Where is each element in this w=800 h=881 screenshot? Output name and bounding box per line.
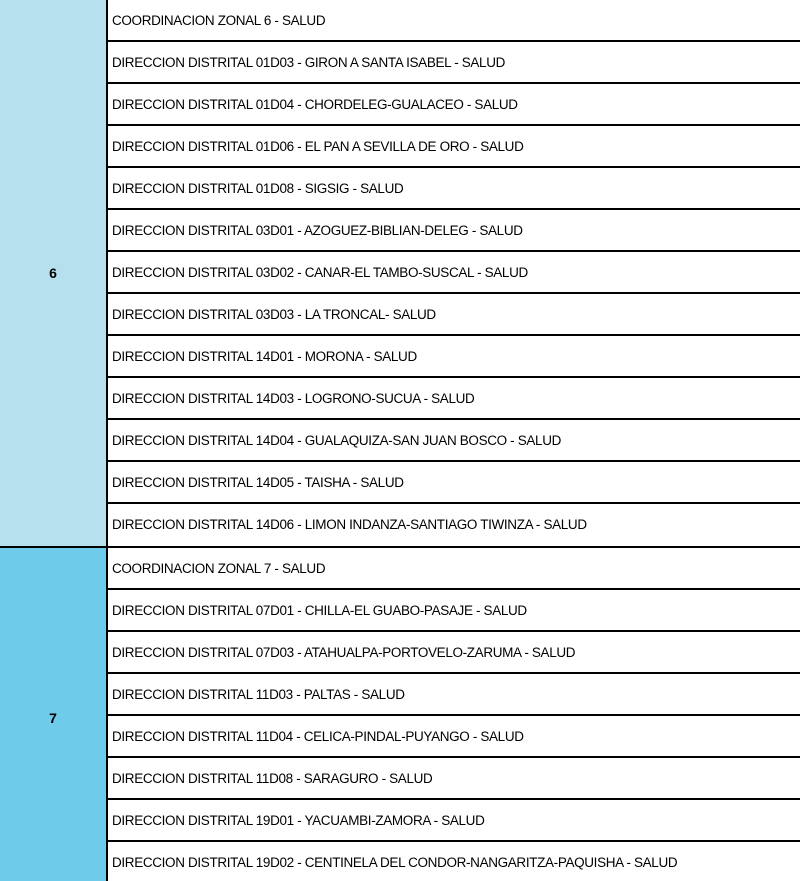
table-row[interactable]: DIRECCION DISTRITAL 07D01 - CHILLA-EL GUABO-PASAJE - SALUD xyxy=(108,590,800,632)
zone-7-group xyxy=(0,548,800,881)
table-row[interactable]: DIRECCION DISTRITAL 03D01 - AZOGUEZ-BIBLIAN-DELEG - SALUD xyxy=(108,210,800,252)
table-row[interactable]: DIRECCION DISTRITAL 11D08 - SARAGURO - SALUD xyxy=(108,758,800,800)
table-row[interactable]: DIRECCION DISTRITAL 03D03 - LA TRONCAL- SALUD xyxy=(108,294,800,336)
table-row[interactable]: DIRECCION DISTRITAL 14D01 - MORONA - SALUD xyxy=(108,336,800,378)
table-row[interactable]: DIRECCION DISTRITAL 01D04 - CHORDELEG-GUALACEO - SALUD xyxy=(108,84,800,126)
table-row[interactable]: DIRECCION DISTRITAL 14D06 - LIMON INDANZA-SANTIAGO TIWINZA - SALUD xyxy=(112,517,587,532)
zone-6-number-cell[interactable]: 6 xyxy=(0,0,106,546)
table-row[interactable]: DIRECCION DISTRITAL 01D08 - SIGSIG - SALUD xyxy=(108,168,800,210)
zone-6-rows xyxy=(108,0,800,545)
table-row[interactable]: DIRECCION DISTRITAL 01D03 - GIRON A SANTA ISABEL - SALUD xyxy=(108,42,800,84)
table-row-coordinacion-zonal-6[interactable]: COORDINACION ZONAL 6 - SALUD xyxy=(108,0,800,42)
table-row[interactable]: DIRECCION DISTRITAL 03D02 - CANAR-EL TAMBO-SUSCAL - SALUD xyxy=(108,252,800,294)
table-row[interactable]: DIRECCION DISTRITAL 01D06 - EL PAN A SEVILLA DE ORO - SALUD xyxy=(108,126,800,168)
table-row[interactable]: DIRECCION DISTRITAL 14D05 - TAISHA - SALUD xyxy=(108,462,800,504)
table-row[interactable]: DIRECCION DISTRITAL 14D03 - LOGRONO-SUCUA - SALUD xyxy=(108,378,800,420)
table-row[interactable]: DIRECCION DISTRITAL 14D04 - GUALAQUIZA-SAN JUAN BOSCO - SALUD xyxy=(108,420,800,462)
table-row-coordinacion-zonal-7[interactable]: COORDINACION ZONAL 7 - SALUD xyxy=(108,548,800,590)
table-row[interactable]: DIRECCION DISTRITAL 07D03 - ATAHUALPA-PORTOVELO-ZARUMA - SALUD xyxy=(108,632,800,674)
column-divider-line xyxy=(106,0,108,881)
table-row[interactable]: DIRECCION DISTRITAL 19D01 - YACUAMBI-ZAMORA - SALUD xyxy=(108,800,800,842)
table-row[interactable]: DIRECCION DISTRITAL 11D03 - PALTAS - SALUD xyxy=(108,674,800,716)
table-row[interactable]: DIRECCION DISTRITAL 11D04 - CELICA-PINDAL-PUYANGO - SALUD xyxy=(108,716,800,758)
table-row[interactable]: DIRECCION DISTRITAL 19D02 - CENTINELA DEL CONDOR-NANGARITZA-PAQUISHA - SALUD xyxy=(112,854,678,870)
zone-7-number-cell[interactable]: 7 xyxy=(0,548,106,881)
zone-7-rows xyxy=(108,548,800,881)
